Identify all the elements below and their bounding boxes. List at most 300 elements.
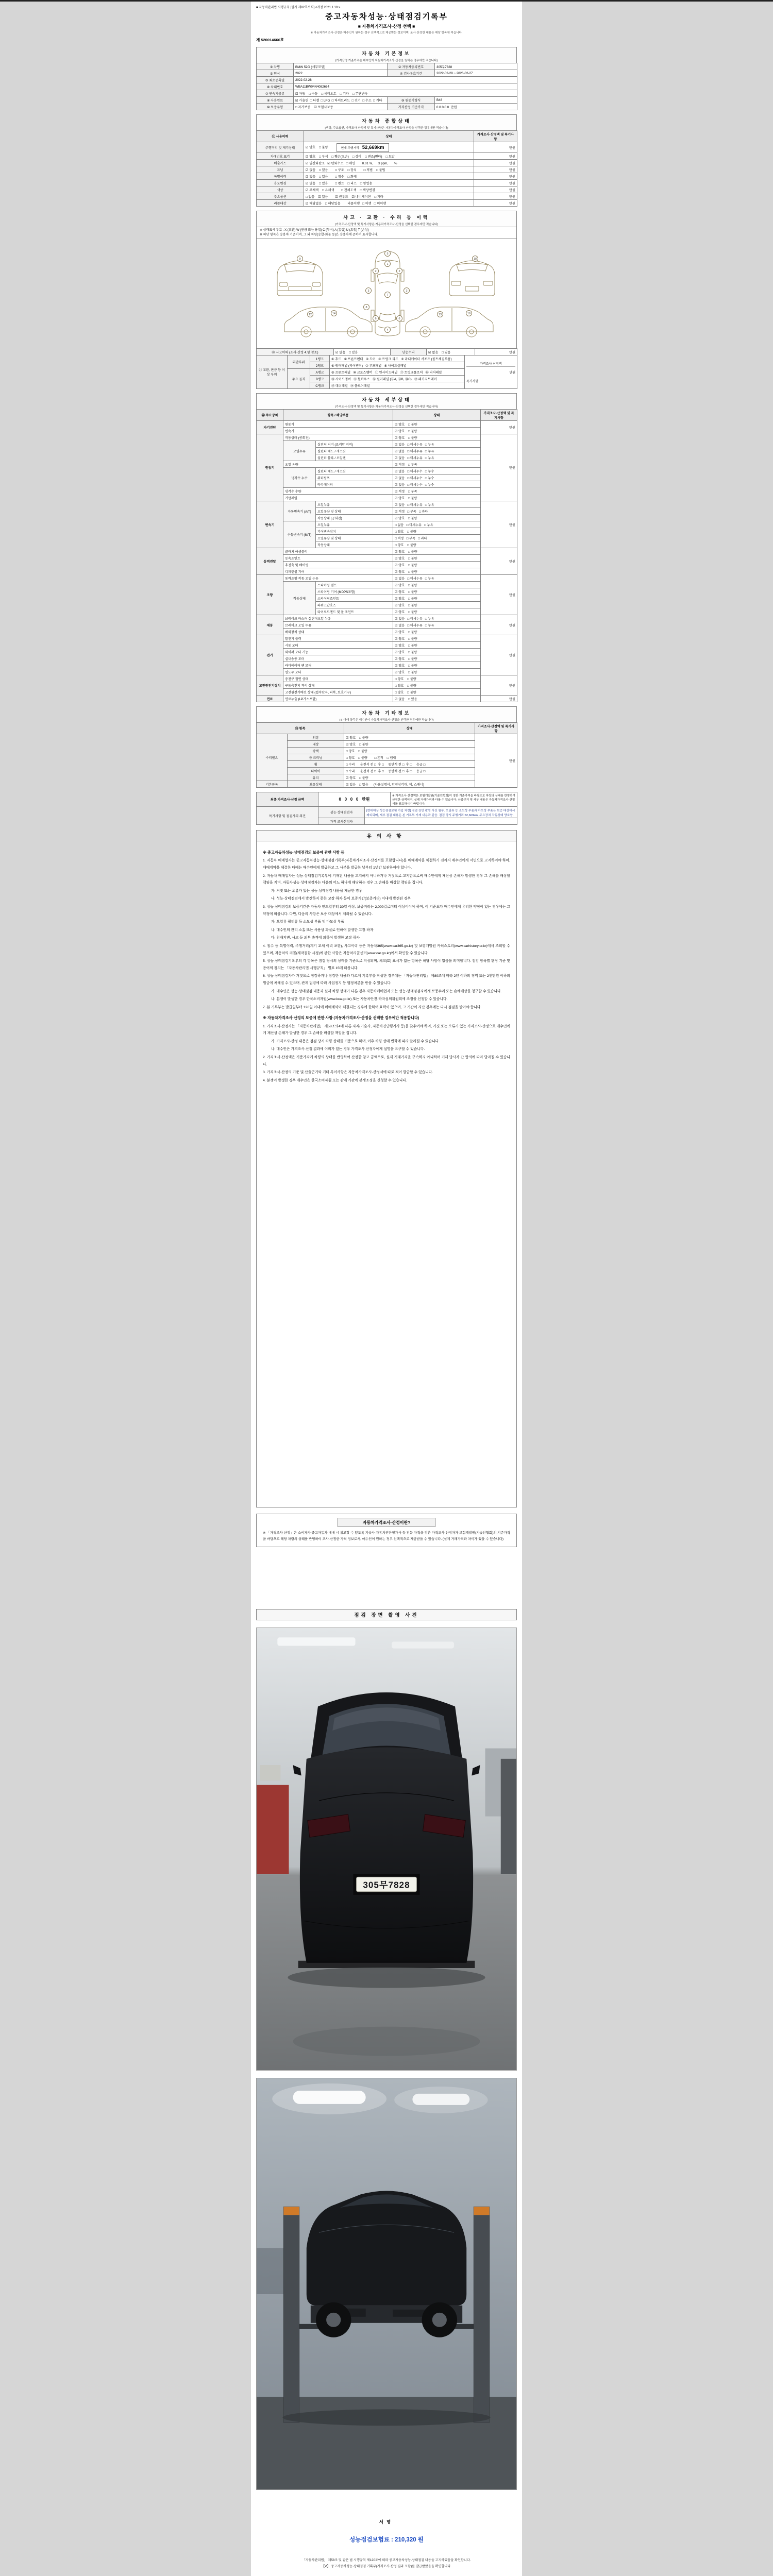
panel-rank-row — [257, 355, 517, 362]
overall-row — [257, 187, 517, 193]
checkbox-state: ☑ 없음 □ 미세누수 □ 누수 — [393, 468, 481, 474]
detail-row — [257, 669, 517, 675]
overall-item-label: 용도변경 — [257, 180, 304, 187]
checkbox-state: ☑ 적정 □ 부족 — [393, 461, 481, 468]
price-definition-title: 자동차가격조사·산정이란? — [338, 1518, 435, 1527]
part-name: 실린더 블록 / 오일팬 — [316, 454, 393, 461]
car-inspection-diagram — [258, 241, 517, 344]
part-name: 고전원전기배선 상태 (접속단자, 피복, 보호기구) — [283, 689, 393, 696]
checkbox-state: ☑ 없음 □ 미세누유 □ 누유 — [393, 615, 481, 622]
remark-who-label: 성능·상태점검자 — [318, 807, 365, 818]
device-name: 제동 — [257, 615, 283, 635]
notice-heading-2: ※ 자동차가격조사·산정의 보증에 관한 사항 (자동차가격조사·산정을 선택한 경우에만 적용합니다) — [263, 1015, 419, 1021]
price-cell: 만원 — [474, 200, 517, 207]
price-cell: 만원 — [474, 142, 517, 153]
detail-row — [257, 501, 517, 508]
svg-text:13: 13 — [438, 313, 442, 316]
detail-row — [257, 682, 517, 689]
part-group: 수동변속기 (M/T) — [283, 521, 316, 548]
simple-repair-state: ☑ 없음 □ 있음 — [427, 349, 475, 355]
basic-info-row — [257, 77, 517, 83]
form-reference: ■ 자동차관리법 시행규칙 [별지 제82호서식] <개정 2021.1.19.> — [256, 6, 341, 9]
part-name: 파워고압호스 — [316, 602, 393, 608]
final-price-row — [257, 792, 517, 807]
device-name: 조향 — [257, 575, 283, 615]
etc-item-state: □ 수리 운전석 전 □ 후 □ 동반석 전 □ 후 □ 응급 □ — [344, 761, 475, 768]
etc-item-label: 외장 — [288, 734, 344, 741]
notice-item: 5. 성능·상태점검기록부의 각 항목은 점검 당시의 상태를 기준으로 작성되며, 체크(☑) 표시가 없는 항목은 해당 사항이 없음을 의미합니다. 점검 항목별 판정 기준 및 용어의 정의는 「자동차관리법 시행규칙」 별표 15에 따릅니다. — [263, 959, 510, 970]
main-frame-label: 주요 골격 — [288, 369, 310, 389]
basic-info-row — [257, 63, 517, 70]
rank-parts: ⑨ 프론트패널 ⑩ 크로스멤버 ⑪ 인사이드패널 ⑰ 트렁크플로어 ⑱ 리어패널 — [330, 369, 465, 376]
rank-label: A랭크 — [310, 369, 330, 376]
notice-item: 1. 자동차 매매업자는 중고자동차성능·상태점검기록부(자동차가격조사·산정서를 포함합니다)를 매매계약을 체결하기 전까지 매수인에게 서면으로 고지하여야 하며, 매매계약을 체결한 때에는 매수인에게 발급하고 그 사본을 발급한 날부터 1년간 보관하여야 합니다. — [263, 859, 510, 870]
rank-parts: ⑮ 대쉬패널 ⑯ 플로어패널 — [330, 382, 465, 389]
checkbox-state: ☑ 없음 □ 있음 □ 침수 □ 화재 — [306, 175, 357, 179]
checkbox-state: ☑ 양호 □ 불량 — [393, 495, 481, 501]
checkbox-state: ☑ 해당없음 □ 해당있음 리콜이행 □ 이행 □ 미이행 — [306, 201, 386, 206]
detail-row — [257, 615, 517, 622]
checkbox-state: ☑ 양호 □ 불량 — [393, 588, 481, 595]
etc-title: 자동차 기타정보 — [362, 710, 411, 716]
checkbox-state: ☑ 없음 □ 있음 □ 구조 □ 장치 □ 적법 □ 불법 — [306, 168, 385, 172]
checkbox-state: □ 없음 ☑ 있음 ☑ 썬루프 ☑ 네비게이션 □ 기타 — [306, 195, 383, 199]
detail-row — [257, 434, 517, 441]
field-value: ☑ 자동 □ 수동 □ 세미오토 □ 기타 □ 무단변속 — [294, 90, 517, 97]
notice-subitem: 다. 천재지변, 사고 등 외부 충격에 의하여 발생한 고장·하자 — [271, 936, 360, 940]
device-name: 연료 — [257, 696, 283, 702]
notice-item: 2. 가격조사·산정액은 기준가격에 차량의 상태를 반영하여 산정한 참고 금액으로, 실제 거래가격을 구속하지 아니하며 거래 당사자 간 합의에 따라 달라질 수 있습니다. — [263, 1056, 510, 1066]
checkbox-state: ☑ 양호 □ 불량 — [393, 662, 481, 669]
svg-text:9: 9 — [299, 258, 301, 261]
overall-row — [257, 180, 517, 187]
rank-label: C랭크 — [310, 382, 330, 389]
overall-title: 자동차 종합상태 — [362, 118, 411, 124]
checkbox-state: □ 없음 □ 미세누유 □ 누유 — [393, 521, 481, 528]
checkbox-state: ☑ 양호 □ 불량 — [393, 649, 481, 655]
etc-item-label: 휠 — [288, 761, 344, 768]
price-cell: 만원 — [474, 160, 517, 166]
svg-text:14: 14 — [332, 312, 336, 315]
checkbox-state: ☑ 없음 □ 있음 — [393, 696, 481, 702]
price-cell: 만원 — [474, 180, 517, 187]
overall-item-state — [304, 180, 474, 187]
field-value: 2022-02-28 — [294, 77, 517, 83]
etc-item-label: 룸 크리닝 — [288, 754, 344, 761]
checkbox-state: ☑ 양호 □ 불량 — [393, 562, 481, 568]
etc-item-state: □ 양호 □ 불량 □ 흔적 □ 냄새 — [344, 754, 475, 761]
field-label: ③ 연식 — [257, 70, 294, 77]
rank-price-cell — [465, 355, 517, 389]
remark-section-label: 특기사항 및 점검자의 의견 — [257, 807, 318, 825]
detail-row — [257, 495, 517, 501]
part-name: 워터펌프 — [316, 474, 393, 481]
svg-text:3: 3 — [406, 290, 408, 293]
remark-label: 특기사항 — [466, 380, 479, 383]
price-cell: 만원 — [474, 193, 517, 200]
remark-who-label: 가격·조사산정자 — [318, 818, 365, 825]
checkbox-state: ☑ 없음 □ 미세누유 □ 누유 — [393, 448, 481, 454]
checkbox-state: ☑ 적정 □ 부족 □ 과다 — [393, 508, 481, 515]
part-name: 디퍼렌셜 기어 — [283, 568, 393, 575]
price-cell: 만원 — [481, 434, 517, 501]
part-name: 시동 모터 — [283, 642, 393, 649]
svg-text:6: 6 — [375, 317, 377, 320]
checkbox-state: ☑ 무채색 □ 유채색 □ 전체도색 □ 색상변경 — [306, 188, 375, 192]
detail-row — [257, 629, 517, 635]
detail-row — [257, 428, 517, 434]
checkbox-state: ☑ 없음 □ 미세누유 □ 누유 — [393, 501, 481, 508]
notice-subitem: 가. 거짓 또는 오류가 있는 성능·상태점검 내용을 제공한 경우 — [271, 889, 362, 893]
field-value: 0 0 0 0 0 만원 — [435, 104, 517, 110]
field-label: ④ 검사유효기간 — [388, 70, 435, 77]
exchange-label: ㉑ 교환, 판금 등 이상 부위 — [257, 355, 288, 389]
mileage-value: 52,669km — [362, 144, 384, 150]
svg-text:18: 18 — [473, 258, 477, 261]
price-cell: 만원 — [481, 575, 517, 615]
price-cell: 만원 — [481, 615, 517, 635]
field-label: ⑨ 원동기형식 — [388, 97, 435, 104]
final-price-table — [256, 792, 517, 807]
part-name: 기어변속장치 — [316, 528, 393, 535]
svg-text:2: 2 — [398, 270, 400, 273]
field-value: 2022 — [294, 70, 388, 77]
etc-item-label: 광택 — [288, 748, 344, 754]
col-use-history: ⑪ 사용이력 — [257, 131, 304, 142]
col-item: 항목 / 해당부품 — [283, 410, 393, 421]
field-value: WBA11BW04N4082664 — [294, 83, 517, 90]
part-name: 커먼레일 — [283, 495, 393, 501]
part-name: 라디에이터 — [316, 481, 393, 488]
field-label: ⑧ 사용연료 — [257, 97, 294, 104]
accident-history-table — [256, 348, 517, 355]
checkbox-state: ☑ 없음 □ 미세누유 □ 누유 — [393, 441, 481, 448]
notice-item: 4. 분쟁이 발생한 경우 매수인은 한국소비자원 또는 관계 기관에 분쟁조정을 신청할 수 있습니다. — [263, 1078, 407, 1082]
photo-rear-view — [256, 1628, 517, 2071]
part-name: 오일 유량 — [283, 461, 393, 468]
basic-items-state: ☑ 있음 □ 없음 (사용설명서, 안전삼각대, 잭, 스패너) — [344, 781, 475, 788]
part-name: 타이로드엔드 및 볼 조인트 — [316, 608, 393, 615]
col-price: 가격조사·산정액 및 특기사항 — [474, 131, 517, 142]
part-name: 냉각수 수량 — [283, 488, 393, 495]
field-value: ☑ 가솔린 □ 디젤 □ LPG □ 하이브리드 □ 전기 □ 수소 □ 기타 — [294, 97, 388, 104]
overall-condition-table — [256, 130, 517, 207]
etc-item-state: □ 수리 운전석 전 □ 후 □ 동반석 전 □ 후 □ 응급 □ — [344, 768, 475, 774]
part-name: 배력장치 상태 — [283, 629, 393, 635]
checkbox-state: ☑ 양호 □ 불량 — [393, 629, 481, 635]
checkbox-state: ☑ 적정 □ 부족 — [393, 488, 481, 495]
notice-body — [257, 841, 516, 1089]
part-group: 냉각수 누수 — [283, 468, 316, 488]
remark-text: [현대해상 성능점검보험 가입 차량] 점검 장면 촬영 사진 첨부. 오일류 등 소모성 부품과 마모성 부품은 보증 대상에서 제외되며, 세부 점검 내용은 본 기록부 기재 내용과 같음. 점검 당시 주행거리 52,669km, 주요장치 작동상태 양호함. — [365, 807, 517, 818]
part-name: 동력조향 작동 오일 누유 — [283, 575, 393, 582]
field-label: ⑦ 변속기종류 — [257, 90, 294, 97]
field-value: B48 — [435, 97, 517, 104]
overall-item-label: 튜닝 — [257, 166, 304, 173]
detail-row — [257, 562, 517, 568]
checkbox-state: ☑ 양호 □ 불량 — [393, 635, 481, 642]
basic-info-row — [257, 90, 517, 97]
checkbox-state: ☑ 양호 □ 불량 — [393, 642, 481, 649]
inspector-remark-table — [256, 806, 517, 825]
part-name: 작동상태 (공회전) — [283, 434, 393, 441]
checkbox-state: ☑ 없음 □ 미세누유 □ 누유 — [393, 575, 481, 582]
field-label: ⑤ 최초등록일 — [257, 77, 294, 83]
detail-header-row — [257, 410, 517, 421]
detail-row — [257, 441, 517, 448]
device-name: 변속기 — [257, 501, 283, 548]
notice-subitem: 나. 매수인은 가격조사·산정 결과에 이의가 있는 경우 가격조사·산정자에게 설명을 요구할 수 있습니다. — [271, 1047, 425, 1052]
col-state: 상태 — [393, 410, 481, 421]
checkbox-state: □ 양호 □ 불량 — [393, 528, 481, 535]
notice-subitem: 나. 성능·상태점검에서 발견하지 못한 고장·하자 등이 보증기간(보증거리) 이내에 발견된 경우 — [271, 897, 411, 901]
overall-item-state — [304, 142, 474, 153]
footer-line-1: 「자동차관리법」 제58조 및 같은 법 시행규칙 제120조에 따라 중고자동차성능·상태점검 내용을 고지하였음을 확인합니다. — [302, 2558, 471, 2563]
overall-item-state — [304, 173, 474, 180]
checkbox-state: □ 양호 □ 불량 — [393, 541, 481, 548]
etc-item-state: ☑ 양호 □ 불량 — [344, 734, 475, 741]
part-name: 발전기 출력 — [283, 635, 393, 642]
detail-row — [257, 675, 517, 682]
rank-parts: ⑫ 사이드멤버 ⑬ 휠하우스 ⑭ 필러패널 (⑭A, ⑭B, ⑭C) ⑲ 패키지트레이 — [330, 376, 465, 382]
checkbox-state: ☑ 양호 □ 불량 — [393, 582, 481, 588]
price-definition-body: ※ 「가격조사·산정」은 소비자가 중고자동차 매매 시 참고할 수 있도록 기술사·자동차진단평가사 등 전문 자격을 갖춘 가격조사·산정자가 보험개발원(기술인협회)의 기준가격을 바탕으로 해당 차량의 상태를 반영하여 조사·산정한 가격 정보로서, 매수인이 원하는 경우 선택적으로 제공받을 수 있습니다. (실제 거래가격과 차이가 있을 수 있습니다) — [263, 1531, 510, 1541]
detail-row — [257, 575, 517, 582]
checkbox-state: □ 양호 □ 불량 — [393, 675, 481, 682]
svg-text:6: 6 — [398, 317, 400, 320]
detail-row — [257, 655, 517, 662]
detail-row — [257, 662, 517, 669]
part-name: 스티어링 펌프 — [316, 582, 393, 588]
overall-item-state — [304, 193, 474, 200]
vehicle-type-note: ※ 하단 항목은 승용차 기준이며, 그 외 차량(승합·화물 등)은 승용차에 준하여 표시합니다. — [260, 233, 378, 236]
basic-info-row — [257, 97, 517, 104]
rank-label: 2랭크 — [310, 362, 330, 369]
basic-items-sub-label: 보유상태 — [288, 781, 344, 788]
svg-text:2: 2 — [375, 270, 377, 273]
svg-text:7: 7 — [386, 294, 389, 297]
page-footer — [251, 2557, 522, 2570]
part-name: 작동상태 (공회전) — [316, 515, 393, 521]
device-name: 전기 — [257, 635, 283, 675]
notice-item: 1. 가격조사·산정자는 「자동차관리법」 제58조의4에 따른 자격(기술사, 자동차진단평가사 등)을 갖추어야 하며, 거짓 또는 오류가 있는 가격조사·산정으로 매수인에게 재산상 손해가 발생한 경우 그 손해를 배상할 책임을 집니다. — [263, 1024, 510, 1036]
basic-info-row — [257, 104, 517, 110]
detail-row — [257, 555, 517, 562]
detail-row — [257, 635, 517, 642]
inspection-report-page — [251, 2, 522, 2576]
col-price: 가격조사·산정액 및 특기사항 — [475, 723, 517, 734]
simple-repair-label: 단순수리 — [391, 349, 427, 355]
overall-item-label: 특별이력 — [257, 173, 304, 180]
device-name: 자기진단 — [257, 421, 283, 434]
overall-item-state — [304, 166, 474, 173]
accident-legend — [256, 227, 517, 239]
document-number: 제 520014666호 — [256, 38, 284, 42]
detail-row — [257, 488, 517, 495]
price-cell: 만원 — [475, 734, 517, 788]
part-name: 브레이크 마스터 실린더오일 누유 — [283, 615, 393, 622]
checkbox-state: ☑ 없음 □ 미세누유 □ 누유 — [393, 454, 481, 461]
detail-header — [256, 393, 517, 409]
overall-header — [256, 114, 517, 130]
notice-section — [256, 830, 517, 1507]
price-survey-label: 가격조사·산정액 — [466, 361, 515, 367]
part-group: 오일누유 — [283, 441, 316, 461]
col-state: 상태 — [304, 131, 474, 142]
accident-history-label: ⑳ 사고이력 (조사·산정 4.항 참조) — [257, 349, 334, 355]
part-group: 자동변속기 (A/T) — [283, 501, 316, 521]
checkbox-state: ☑ 양호 □ 부식 □ 훼손(오손) □ 상이 □ 변조(변타) □ 도말 — [306, 155, 395, 159]
svg-text:8: 8 — [365, 306, 367, 309]
notice-subitem: 가. 매수인은 성능·상태점검 내용과 실제 차량 상태가 다른 경우 자동차매매업자 또는 성능·상태점검자에게 보증수리 또는 손해배상을 청구할 수 있습니다. — [271, 989, 502, 993]
checkbox-state: ☑ 양호 □ 불량 — [393, 421, 481, 428]
subtitle-note: ※ 자동차가격조사·산정은 매수인이 원하는 경우 선택적으로 제공받는 정보이며, 조사·산정한 내용은 해당 항목에 적습니다. — [310, 31, 463, 35]
notice-item: 6. 성능·상태점검자가 거짓으로 점검하거나 점검한 내용과 다르게 기록부를 작성한 경우에는 「자동차관리법」 제80조에 따라 2년 이하의 징역 또는 2천만원 이하의 벌금에 처해질 수 있으며, 관계 법령에 따라 사업정지 등 행정처분을 받을 수 있습니다. — [263, 974, 510, 985]
part-name: 실내송풍 모터 — [283, 655, 393, 662]
price-cell: 만원 — [481, 675, 517, 696]
checkbox-state: □ 적정 □ 부족 □ 과다 — [393, 535, 481, 541]
checkbox-state: ☑ 양호 □ 불량 — [393, 568, 481, 575]
part-name: 윈도우 모터 — [283, 669, 393, 675]
etc-header — [256, 706, 517, 722]
part-name: 오일유량 및 상태 — [316, 535, 393, 541]
accident-title: 사고 · 교환 · 수리 등 이력 — [343, 215, 430, 220]
remark-text — [365, 818, 517, 825]
checkbox-state: ☑ 일산화탄소 ☑ 탄화수소 □ 매연 0.01 %, 3 ppm, % — [306, 161, 397, 165]
overall-row — [257, 173, 517, 180]
overall-item-label: 주행거리 및 계기상태 — [257, 142, 304, 153]
repair-needed-label: 수리필요 — [257, 734, 288, 781]
price-cell: 만원 — [481, 635, 517, 675]
final-price-note: ※ 가격조사·산정액은 보험개발원(기술인협회)이 정한 기준가격을 바탕으로 차량의 상태를 반영하여 산정한 금액이며, 실제 거래가격과 다를 수 있습니다. 산출근거 및 세부 내용은 자동차가격조사·산정서를 참고하시기 바랍니다. — [391, 792, 517, 807]
checkbox-state: ☑ 양호 □ 불량 — [393, 428, 481, 434]
part-group: 작동상태 — [283, 582, 316, 615]
price-cell: 만원 — [481, 696, 517, 702]
license-plate-text: 305무7828 — [363, 1879, 410, 1890]
signature-label: 서명 — [379, 2519, 394, 2525]
accident-note: (가격조사·산정액 및 특기사항은 자동차가격조사·산정을 선택한 경우에만 적습니다) — [334, 223, 439, 226]
part-name: 구동축전지 격리 상태 — [283, 682, 393, 689]
detail-row — [257, 689, 517, 696]
checkbox-state: □ 양호 □ 불량 — [393, 689, 481, 696]
overall-item-state — [304, 200, 474, 207]
field-label: 가격산정 기준가격 — [388, 104, 435, 110]
detail-condition-table — [256, 409, 517, 702]
part-name: 변속기 — [283, 428, 393, 434]
detail-row — [257, 649, 517, 655]
mileage-label: 현재 주행거리 — [341, 146, 359, 150]
detail-row — [257, 548, 517, 555]
part-name: 추진축 및 베어링 — [283, 562, 393, 568]
page-subtitle: ■ 자동차가격조사·산정 선택 ■ — [358, 24, 415, 29]
diagram-part-numbers — [297, 251, 478, 333]
etc-note: (※ 아래 항목은 매수인이 자동차가격조사·산정을 선택한 경우에만 적습니다) — [339, 719, 434, 722]
part-name: 실린더 헤드 / 개스킷 — [316, 468, 393, 474]
part-name: 라디에이터 팬 모터 — [283, 662, 393, 669]
detail-row — [257, 642, 517, 649]
rank-parts: ① 후드 ② 프론트펜더 ③ 도어 ④ 트렁크 리드 ⑤ 라디에이터 서포트 (볼트체결부품) — [330, 355, 465, 362]
accident-header — [256, 211, 517, 227]
checkbox-state: ☑ 양호 □ 불량 — [393, 548, 481, 555]
overall-item-label: 리콜대상 — [257, 200, 304, 207]
device-name: 고전원전기장치 — [257, 675, 283, 696]
device-name: 동력전달 — [257, 548, 283, 575]
checkbox-state: ☑ 양호 □ 불량 — [393, 555, 481, 562]
col-price: 가격조사·산정액 및 특기사항 — [481, 410, 517, 421]
rank-label: 1랭크 — [310, 355, 330, 362]
basic-info-table — [256, 63, 517, 110]
notice-subitem: 나. 매수인의 관리 소홀 또는 사용상 과실로 인하여 발생한 고장·하자 — [271, 928, 374, 932]
overall-item-label: 색상 — [257, 187, 304, 193]
mileage-box — [337, 143, 389, 152]
overall-item-label: 주요옵션 — [257, 193, 304, 200]
etc-item-label: 내장 — [288, 741, 344, 748]
part-name: 실린더 헤드 / 개스킷 — [316, 448, 393, 454]
detail-row — [257, 421, 517, 428]
rank-label: B랭크 — [310, 376, 330, 382]
col-state: 상태 — [344, 723, 475, 734]
overall-item-state — [304, 153, 474, 160]
price-unit: 만원 — [509, 371, 515, 375]
detail-row — [257, 461, 517, 468]
checkbox-state: ☑ 없음 □ 미세누수 □ 누수 — [393, 474, 481, 481]
overall-row — [257, 200, 517, 207]
final-price-value: 0 0 0 0 만원 — [318, 792, 391, 807]
basic-info-row — [257, 83, 517, 90]
etc-item-label: 타이어 — [288, 768, 344, 774]
svg-text:16: 16 — [467, 312, 471, 315]
footer-line-2: 【Ⅴ】 중고자동차성능·상태점검 기록부(가격조사·산정 결과 포함)를 발급받았음을 확인합니다. — [321, 2565, 452, 2569]
outer-panel-label: 외판부위 — [288, 355, 310, 369]
svg-text:12: 12 — [308, 313, 312, 316]
car-diagram-wrap — [256, 239, 517, 349]
part-name: 브레이크 오일 누유 — [283, 622, 393, 629]
notice-subitem: 가. 가격조사·산정 내용은 점검 당시 차량 상태를 기준으로 하며, 이후 차량 상태 변화에 따라 달라질 수 있습니다. — [271, 1039, 440, 1043]
detail-row — [257, 622, 517, 629]
part-name: 오일누유 — [316, 501, 393, 508]
checkbox-state: ☑ 양호 □ 불량 — [306, 145, 328, 149]
notice-heading-1: ※ 중고자동차성능·상태점검의 보증에 관한 사항 등 — [263, 850, 345, 855]
basic-info-header — [256, 47, 517, 63]
field-value: 305무7828 — [435, 63, 517, 70]
checkbox-state: ☑ 없음 □ 있음 □ 렌트 □ 리스 □ 영업용 — [306, 181, 373, 185]
price-cell: 만원 — [475, 349, 517, 355]
detail-row — [257, 468, 517, 474]
checkbox-state: □ 양호 □ 불량 — [393, 682, 481, 689]
overall-item-label: 차대번호 표기 — [257, 153, 304, 160]
notice-item: 3. 성능·상태점검의 보증기간은 자동차 인도일부터 30일 이상, 보증거리는 2,000킬로미터 이상이어야 하며, 이 기준보다 매수인에게 유리한 약정이 있는 경우에는 그 약정에 따릅니다. 다만, 다음의 사항은 보증 대상에서 제외될 수 있습니다. — [263, 905, 510, 916]
svg-text:1: 1 — [386, 263, 389, 266]
price-cell: 만원 — [474, 173, 517, 180]
part-name: 클러치 어셈블리 — [283, 548, 393, 555]
price-cell: 만원 — [474, 166, 517, 173]
field-label: ① 차명 — [257, 63, 294, 70]
overall-item-state — [304, 187, 474, 193]
final-price-label: 최종 가격조사·산정 금액 — [257, 792, 318, 807]
rank-parts: ⑥ 쿼터패널 (리어펜더) ⑦ 루프패널 ⑧ 사이드실패널 — [330, 362, 465, 369]
photo-lift-view — [256, 2078, 517, 2490]
checkbox-state: ☑ 양호 □ 불량 — [393, 608, 481, 615]
price-cell: 만원 — [481, 501, 517, 548]
etc-info-table — [256, 722, 517, 788]
field-label: ② 자동차등록번호 — [388, 63, 435, 70]
basic-info-row — [257, 70, 517, 77]
svg-text:5: 5 — [386, 252, 389, 256]
overall-note: (색상, 주요옵션, 가격조사·산정액 및 특기사항은 자동차가격조사·산정을 선택한 경우에만 적습니다) — [325, 127, 448, 130]
device-name: 원동기 — [257, 434, 283, 501]
price-cell: 만원 — [481, 548, 517, 575]
overall-item-state — [304, 160, 474, 166]
